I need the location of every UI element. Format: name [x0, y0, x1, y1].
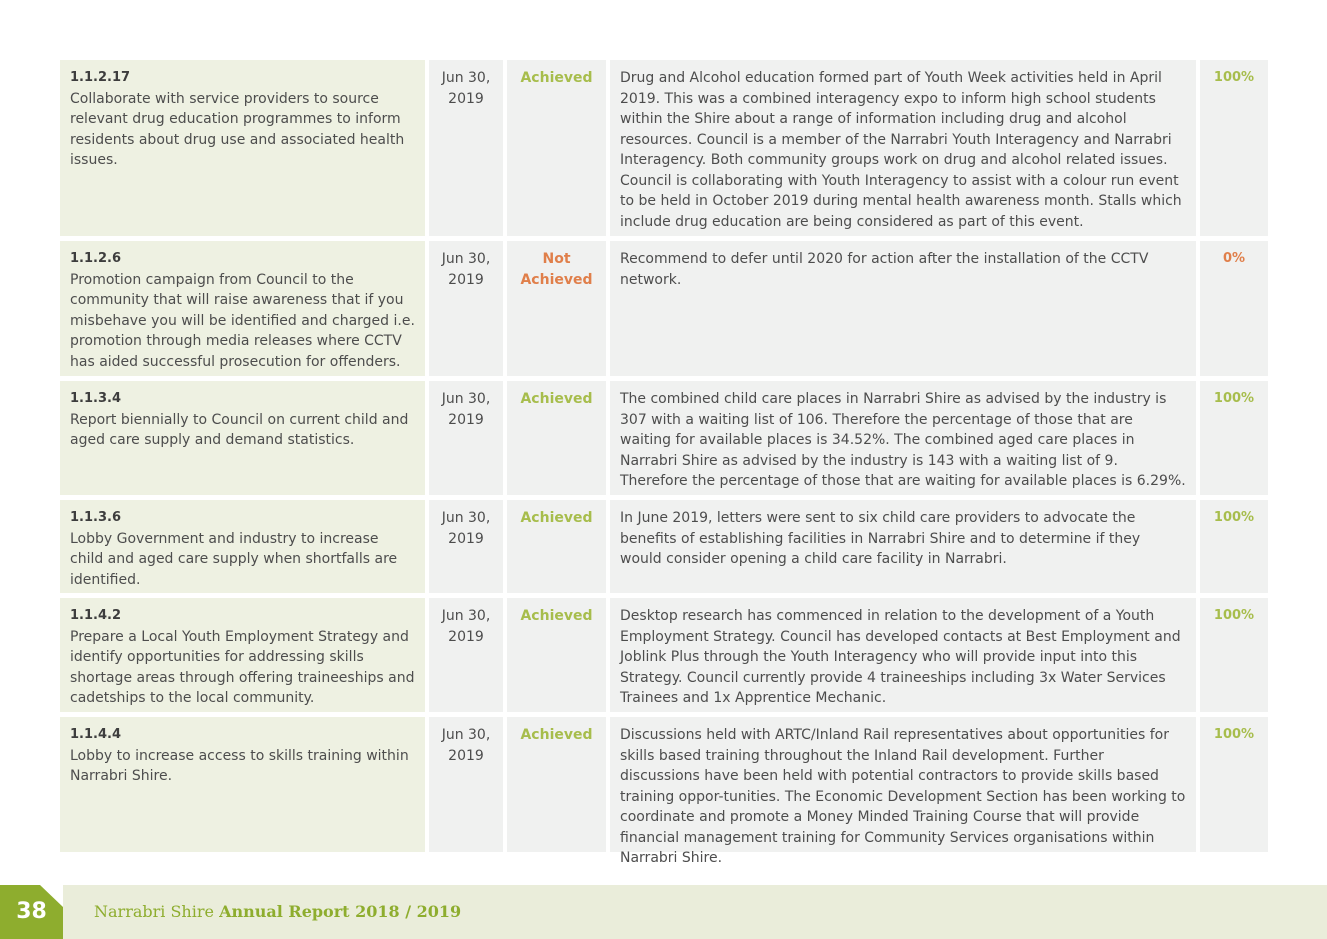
comment-cell: The combined child care places in Narrabri Shire as advised by the industry is 307 with a waiting list of 106. Therefore the percentage of those that are waiting for available places is 34.52%. The combined aged care places in Narrabri Shire as advised by the industry is 143 with a waiting list of 9. Therefore the percentage of those that are waiting for available places is 6.29%.	[610, 381, 1196, 495]
page-footer	[0, 885, 1327, 939]
progress-percent: 100%	[1200, 717, 1268, 852]
status-badge: Achieved	[507, 598, 606, 712]
status-badge: Not Achieved	[507, 241, 606, 376]
status-badge: Achieved	[507, 381, 606, 495]
action-description: Collaborate with service providers to source relevant drug education programmes to inform residents about drug use and associated health issues.	[70, 90, 405, 168]
page-number: 38	[0, 885, 63, 939]
due-date: Jun 30, 2019	[429, 717, 503, 852]
comment-cell: Recommend to defer until 2020 for action after the installation of the CCTV network.	[610, 241, 1196, 376]
footer-title	[94, 885, 461, 939]
action-code: 1.1.4.4	[70, 727, 121, 742]
table-row	[60, 717, 1268, 866]
action-description: Prepare a Local Youth Employment Strategy and identify opportunities for addressing skills shortage areas through offering traineeships and cadetships to the local community.	[70, 628, 415, 706]
progress-percent: 100%	[1200, 60, 1268, 236]
action-code: 1.1.2.17	[70, 70, 131, 85]
action-cell	[60, 598, 425, 712]
action-cell	[60, 500, 425, 593]
status-badge: Achieved	[507, 717, 606, 852]
action-description: Lobby to increase access to skills training within Narrabri Shire.	[70, 747, 409, 784]
comment-cell: Drug and Alcohol education formed part of Youth Week activities held in April 2019. This was a combined interagency expo to inform high school students within the Shire about a range of information including drug and alcohol resources. Council is a member of the Narrabri Youth Interagency and Narrabri Interagency. Both community groups work on drug and alcohol related issues. Council is collaborating with Youth Interagency to assist with a colour run event to be held in October 2019 during mental health awareness month. Stalls which include drug education are being considered as part of this event.	[610, 60, 1196, 236]
due-date: Jun 30, 2019	[429, 60, 503, 236]
comment-cell: Desktop research has commenced in relation to the development of a Youth Employment Strategy. Council has developed contacts at Best Employment and Joblink Plus through the Youth Interagency who will provide input into this Strategy. Council currently provide 4 traineeships including 3x Water Services Trainees and 1x Apprentice Mechanic.	[610, 598, 1196, 712]
action-cell	[60, 381, 425, 495]
action-code: 1.1.4.2	[70, 608, 121, 623]
action-cell	[60, 717, 425, 852]
action-code: 1.1.3.6	[70, 510, 121, 525]
status-badge: Achieved	[507, 60, 606, 236]
action-description: Lobby Government and industry to increase child and aged care supply when shortfalls are identified.	[70, 530, 398, 588]
comment-cell: In June 2019, letters were sent to six child care providers to advocate the benefits of establishing facilities in Narrabri Shire and to determine if they would consider opening a child care facility in Narrabri.	[610, 500, 1196, 593]
action-cell	[60, 60, 425, 236]
progress-percent: 100%	[1200, 381, 1268, 495]
action-description: Report biennially to Council on current child and aged care supply and demand statistics.	[70, 411, 409, 448]
actions-table	[60, 60, 1268, 866]
progress-percent: 0%	[1200, 241, 1268, 376]
table-row	[60, 60, 1268, 236]
page-number-notch	[40, 885, 63, 907]
table-row	[60, 381, 1268, 495]
action-cell	[60, 241, 425, 376]
due-date: Jun 30, 2019	[429, 500, 503, 593]
table-row	[60, 598, 1268, 712]
due-date: Jun 30, 2019	[429, 598, 503, 712]
table-row	[60, 241, 1268, 376]
progress-percent: 100%	[1200, 500, 1268, 593]
due-date: Jun 30, 2019	[429, 241, 503, 376]
progress-percent: 100%	[1200, 598, 1268, 712]
table-row	[60, 500, 1268, 593]
status-badge: Achieved	[507, 500, 606, 593]
comment-cell: Discussions held with ARTC/Inland Rail representatives about opportunities for skills based training throughout the Inland Rail development. Further discussions have been held with potential contractors to provide skills based training oppor-tunities. The Economic Development Section has been working to coordinate and promote a Money Minded Training Course that will provide financial management training for Community Services organisations within Narrabri Shire.	[610, 717, 1196, 852]
footer-report-title: Annual Report 2018 / 2019	[219, 902, 462, 921]
action-code: 1.1.2.6	[70, 251, 121, 266]
action-code: 1.1.3.4	[70, 391, 121, 406]
action-description: Promotion campaign from Council to the community that will raise awareness that if you misbehave you will be identified and charged i.e. promotion through media releases where CCTV has aided successful prosecution for offenders.	[70, 271, 415, 370]
due-date: Jun 30, 2019	[429, 381, 503, 495]
footer-org: Narrabri Shire	[94, 902, 214, 921]
